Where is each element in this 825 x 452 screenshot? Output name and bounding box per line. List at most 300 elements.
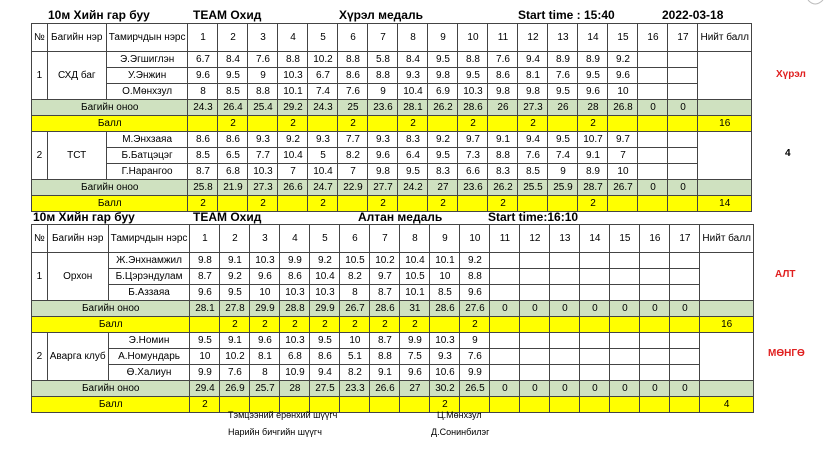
team-score-cell: 25	[338, 100, 368, 116]
col-round-header: 17	[670, 225, 700, 253]
score-cell: 8.7	[370, 285, 400, 301]
score-cell: 9.6	[578, 84, 608, 100]
score-cell: 6.8	[218, 164, 248, 180]
score-cell: 9.5	[310, 333, 340, 349]
points-cell	[490, 397, 520, 413]
team-number: 1	[32, 253, 48, 301]
team-score-cell: 26.2	[428, 100, 458, 116]
points-total: 4	[700, 397, 753, 413]
score-cell	[670, 285, 700, 301]
total-cell	[698, 52, 751, 100]
score-cell: 9.7	[458, 132, 488, 148]
score-cell: 7.4	[308, 84, 338, 100]
score-cell: 9.5	[578, 68, 608, 84]
points-cell: 2	[370, 317, 400, 333]
score-cell: 9.4	[518, 52, 548, 68]
team-score-cell: 23.3	[340, 381, 370, 397]
score-cell: 7	[278, 164, 308, 180]
score-cell: 6.8	[280, 349, 310, 365]
score-cell: 7.6	[548, 68, 578, 84]
points-cell	[430, 317, 460, 333]
points-cell	[308, 116, 338, 132]
score-cell	[580, 269, 610, 285]
athlete-name: Ө.Халиун	[108, 365, 190, 381]
score-cell: 10.1	[400, 285, 430, 301]
score-cell: 7.7	[248, 148, 278, 164]
team-score-cell: 27	[428, 180, 458, 196]
score-cell: 8.8	[248, 84, 278, 100]
points-label: Балл	[32, 196, 188, 212]
team-score-cell: 26.6	[370, 381, 400, 397]
team-score-cell: 0	[640, 381, 670, 397]
score-cell: 9	[368, 84, 398, 100]
athlete-name: Б.Батцэцэг	[106, 148, 188, 164]
team-score-cell: 0	[490, 381, 520, 397]
athlete-name: Г.Нарангоо	[106, 164, 188, 180]
score-cell: 9.3	[248, 132, 278, 148]
col-round-header: 15	[608, 24, 638, 52]
score-cell: 10.4	[400, 253, 430, 269]
points-cell	[670, 317, 700, 333]
score-cell: 10.4	[310, 269, 340, 285]
score-cell: 10	[608, 164, 638, 180]
score-cell: 8.7	[190, 269, 220, 285]
score-cell: 8.6	[338, 68, 368, 84]
team-score-cell: 29.4	[190, 381, 220, 397]
team-score-cell: 0	[520, 381, 550, 397]
score-cell: 7	[338, 164, 368, 180]
medal-label-silver: МӨНГӨ	[768, 348, 805, 359]
team-title-1: TEAM Охид	[193, 8, 262, 22]
score-cell: 10.1	[278, 84, 308, 100]
score-cell: 8.2	[340, 269, 370, 285]
score-cell: 10.3	[280, 285, 310, 301]
team-score-cell: 0	[668, 180, 698, 196]
points-cell: 2	[250, 317, 280, 333]
score-cell	[550, 349, 580, 365]
points-cell	[668, 196, 698, 212]
team-score-cell: 24.3	[308, 100, 338, 116]
score-cell: 9.3	[308, 132, 338, 148]
score-cell: 10.7	[578, 132, 608, 148]
score-cell	[580, 365, 610, 381]
score-cell: 9.3	[430, 349, 460, 365]
athlete-row	[32, 164, 752, 180]
score-cell: 9.8	[190, 253, 220, 269]
score-cell: 5	[308, 148, 338, 164]
athlete-row	[32, 148, 752, 164]
athlete-row	[32, 132, 752, 148]
team-score-total	[698, 180, 751, 196]
score-cell	[638, 68, 668, 84]
points-cell	[520, 317, 550, 333]
score-cell: 10	[430, 269, 460, 285]
col-round-header: 3	[250, 225, 280, 253]
col-round-header: 12	[520, 225, 550, 253]
team-score-cell: 26.5	[460, 381, 490, 397]
score-cell: 9.9	[400, 333, 430, 349]
athlete-row	[32, 333, 754, 349]
score-cell: 10.4	[398, 84, 428, 100]
athlete-row	[32, 84, 752, 100]
points-cell	[608, 196, 638, 212]
medal-title-2: Алтан медаль	[358, 210, 443, 224]
score-cell: 9.2	[220, 269, 250, 285]
score-cell: 9.1	[370, 365, 400, 381]
col-round-header: 9	[430, 225, 460, 253]
team-title-2: TEAM Охид	[193, 210, 262, 224]
athlete-row	[32, 269, 754, 285]
col-round-header: 14	[580, 225, 610, 253]
col-round-header: 6	[340, 225, 370, 253]
score-cell: 10.3	[250, 253, 280, 269]
points-cell: 2	[190, 397, 220, 413]
team-score-cell: 28.6	[430, 301, 460, 317]
points-cell	[610, 317, 640, 333]
score-cell: 9.6	[460, 285, 490, 301]
score-cell: 6.7	[188, 52, 218, 68]
athlete-row	[32, 52, 752, 68]
col-round-header: 15	[610, 225, 640, 253]
score-cell: 8	[250, 365, 280, 381]
points-label: Балл	[32, 116, 188, 132]
score-cell: 8.6	[488, 68, 518, 84]
points-total: 14	[698, 196, 751, 212]
score-cell	[490, 333, 520, 349]
col-round-header: 9	[428, 24, 458, 52]
team-score-row	[32, 100, 752, 116]
team-score-cell: 26.9	[220, 381, 250, 397]
col-round-header: 8	[400, 225, 430, 253]
event-title-1: 10м Хийн гар буу	[48, 8, 150, 22]
score-cell	[610, 333, 640, 349]
col-round-header: 10	[460, 225, 490, 253]
rank-label-4: 4	[785, 148, 791, 159]
team-score-cell: 24.2	[398, 180, 428, 196]
score-cell: 8	[340, 285, 370, 301]
team-score-cell: 27.7	[368, 180, 398, 196]
athlete-name: О.Мөнхзул	[106, 84, 188, 100]
score-cell: 9.3	[368, 132, 398, 148]
col-round-header: 5	[310, 225, 340, 253]
score-cell	[668, 164, 698, 180]
score-cell	[580, 333, 610, 349]
score-cell: 9.5	[428, 52, 458, 68]
athlete-name: Ж.Энхнамжил	[108, 253, 190, 269]
col-round-header: 5	[308, 24, 338, 52]
score-cell: 8.6	[280, 269, 310, 285]
total-cell	[700, 253, 753, 301]
score-cell: 9.5	[220, 285, 250, 301]
team-score-total	[700, 381, 753, 397]
col-round-header: 8	[398, 24, 428, 52]
score-cell	[550, 365, 580, 381]
score-cell	[668, 68, 698, 84]
team-score-label: Багийн оноо	[32, 381, 190, 397]
team-score-row	[32, 180, 752, 196]
points-cell	[580, 397, 610, 413]
col-round-header: 16	[638, 24, 668, 52]
col-round-header: 7	[368, 24, 398, 52]
team-score-cell: 0	[670, 301, 700, 317]
score-cell: 9.1	[578, 148, 608, 164]
team-score-cell: 28	[280, 381, 310, 397]
score-cell: 8.8	[488, 148, 518, 164]
start-time-2: Start time:16:10	[488, 210, 579, 224]
team-score-cell: 22.9	[338, 180, 368, 196]
athlete-row	[32, 253, 754, 269]
athlete-row	[32, 68, 752, 84]
team-score-cell: 0	[638, 100, 668, 116]
header-row	[32, 225, 754, 253]
athlete-name: М.Энхзаяа	[106, 132, 188, 148]
points-cell	[458, 196, 488, 212]
score-cell: 8.9	[578, 52, 608, 68]
points-cell	[668, 116, 698, 132]
score-cell	[490, 269, 520, 285]
score-cell: 6.6	[458, 164, 488, 180]
points-cell: 2	[400, 317, 430, 333]
team-score-cell: 0	[640, 301, 670, 317]
team-score-cell: 28.6	[458, 100, 488, 116]
score-cell: 8.5	[518, 164, 548, 180]
medal-title-1: Хүрэл медаль	[339, 8, 423, 22]
team-score-cell: 0	[668, 100, 698, 116]
team-score-cell: 25.7	[250, 381, 280, 397]
points-cell: 2	[308, 196, 338, 212]
col-round-header: 17	[668, 24, 698, 52]
team-score-cell: 23.6	[458, 180, 488, 196]
athlete-row	[32, 285, 754, 301]
col-round-header: 2	[220, 225, 250, 253]
col-round-header: 11	[490, 225, 520, 253]
score-cell: 8.1	[518, 68, 548, 84]
team-name: ТСТ	[47, 132, 106, 180]
score-cell	[670, 365, 700, 381]
points-cell: 2	[188, 196, 218, 212]
score-cell: 9.7	[608, 132, 638, 148]
score-cell: 7.4	[548, 148, 578, 164]
team-score-cell: 26	[548, 100, 578, 116]
col-total-header: Нийт балл	[698, 24, 751, 52]
team-score-cell: 26.7	[340, 301, 370, 317]
score-cell	[490, 285, 520, 301]
col-team-header: Багийн нэр	[47, 24, 106, 52]
score-cell	[640, 365, 670, 381]
score-cell	[610, 253, 640, 269]
points-label: Балл	[32, 317, 190, 333]
points-cell	[370, 397, 400, 413]
total-cell	[700, 333, 753, 381]
team-score-cell: 29.2	[278, 100, 308, 116]
score-cell	[610, 269, 640, 285]
points-cell: 2	[428, 196, 458, 212]
points-cell	[340, 397, 370, 413]
points-row	[32, 397, 754, 413]
team-score-cell: 26.4	[218, 100, 248, 116]
score-cell: 7.7	[338, 132, 368, 148]
score-cell: 8.8	[370, 349, 400, 365]
score-cell	[638, 52, 668, 68]
points-cell	[608, 116, 638, 132]
score-cell: 9.2	[460, 253, 490, 269]
score-cell: 6.4	[398, 148, 428, 164]
points-cell: 2	[578, 116, 608, 132]
team-score-cell: 31	[400, 301, 430, 317]
score-cell: 8.8	[278, 52, 308, 68]
team-score-cell: 30.2	[430, 381, 460, 397]
score-cell	[550, 285, 580, 301]
medal-label-bronze: Хүрэл	[776, 69, 806, 80]
score-cell: 10.2	[370, 253, 400, 269]
team-score-total	[700, 301, 753, 317]
points-cell	[190, 317, 220, 333]
score-cell	[668, 148, 698, 164]
col-round-header: 13	[550, 225, 580, 253]
team-score-cell: 25.4	[248, 100, 278, 116]
score-cell: 8.2	[340, 365, 370, 381]
col-no-header: №	[32, 24, 48, 52]
score-cell: 10.9	[280, 365, 310, 381]
score-cell: 5.8	[368, 52, 398, 68]
score-cell: 9.4	[310, 365, 340, 381]
score-cell: 9.5	[218, 68, 248, 84]
score-cell: 9.4	[518, 132, 548, 148]
score-cell: 8.7	[370, 333, 400, 349]
points-cell	[670, 397, 700, 413]
score-cell	[550, 333, 580, 349]
score-cell: 10.5	[340, 253, 370, 269]
team-score-cell: 25.8	[188, 180, 218, 196]
athlete-row	[32, 365, 754, 381]
score-cell: 9.6	[190, 285, 220, 301]
col-round-header: 13	[548, 24, 578, 52]
points-cell	[580, 317, 610, 333]
score-cell	[640, 349, 670, 365]
score-cell: 10.1	[430, 253, 460, 269]
team-score-row	[32, 381, 754, 397]
col-round-header: 11	[488, 24, 518, 52]
score-cell: 7.6	[248, 52, 278, 68]
score-cell	[638, 148, 668, 164]
score-cell: 6.5	[218, 148, 248, 164]
score-cell: 10.4	[308, 164, 338, 180]
score-cell: 9.7	[370, 269, 400, 285]
score-cell: 8.7	[188, 164, 218, 180]
team-score-cell: 26.7	[608, 180, 638, 196]
col-round-header: 16	[640, 225, 670, 253]
score-cell: 10.2	[308, 52, 338, 68]
col-round-header: 7	[370, 225, 400, 253]
points-cell	[248, 116, 278, 132]
logo-fragment	[806, 0, 825, 8]
score-cell	[610, 285, 640, 301]
score-cell: 9.5	[428, 148, 458, 164]
score-cell: 8.5	[430, 285, 460, 301]
score-cell: 7.5	[400, 349, 430, 365]
team-score-cell: 28.1	[190, 301, 220, 317]
medal-label-gold: АЛТ	[775, 269, 796, 280]
score-cell: 8.5	[218, 84, 248, 100]
team-score-cell: 23.6	[368, 100, 398, 116]
points-cell	[548, 116, 578, 132]
score-cell: 9.9	[190, 365, 220, 381]
team-score-cell: 27.6	[460, 301, 490, 317]
score-cell: 9.6	[250, 333, 280, 349]
score-cell	[670, 349, 700, 365]
points-cell: 2	[278, 116, 308, 132]
score-cell: 9.2	[608, 52, 638, 68]
score-cell: 9	[548, 164, 578, 180]
score-cell: 9.1	[220, 333, 250, 349]
score-cell	[670, 253, 700, 269]
team-name: СХД баг	[47, 52, 106, 100]
score-cell	[520, 269, 550, 285]
score-cell: 9.2	[278, 132, 308, 148]
col-athlete-header: Тамирчдын нэрс	[108, 225, 190, 253]
points-cell	[638, 116, 668, 132]
col-round-header: 6	[338, 24, 368, 52]
team-score-cell: 0	[610, 381, 640, 397]
athlete-name: А.Номундарь	[108, 349, 190, 365]
team-score-cell: 27.5	[310, 381, 340, 397]
col-no-header: №	[32, 225, 48, 253]
score-cell: 10.3	[310, 285, 340, 301]
points-row	[32, 116, 752, 132]
score-cell: 9.5	[548, 132, 578, 148]
team-score-cell: 27.3	[518, 100, 548, 116]
score-cell: 9.6	[608, 68, 638, 84]
footer-name-1: Ц.Мөнхзул	[437, 410, 482, 420]
points-cell	[550, 317, 580, 333]
score-cell: 8.5	[188, 148, 218, 164]
team-score-cell: 0	[550, 301, 580, 317]
score-cell: 9.6	[250, 269, 280, 285]
results-table-1	[31, 23, 752, 212]
score-cell	[550, 269, 580, 285]
team-score-cell: 28.6	[370, 301, 400, 317]
score-cell: 10.3	[248, 164, 278, 180]
score-cell: 7.6	[488, 52, 518, 68]
points-cell: 2	[340, 317, 370, 333]
score-cell: 9.2	[428, 132, 458, 148]
team-score-cell: 27	[400, 381, 430, 397]
score-cell	[638, 164, 668, 180]
score-cell: 8.1	[250, 349, 280, 365]
score-cell: 8.8	[458, 52, 488, 68]
score-cell	[638, 132, 668, 148]
points-cell	[428, 116, 458, 132]
score-cell: 9.9	[460, 365, 490, 381]
score-cell	[668, 132, 698, 148]
score-cell: 9	[248, 68, 278, 84]
score-cell	[580, 285, 610, 301]
score-cell: 8	[188, 84, 218, 100]
team-score-cell: 26.6	[278, 180, 308, 196]
team-score-cell: 28.7	[578, 180, 608, 196]
score-cell: 10.3	[278, 68, 308, 84]
team-score-cell: 25.5	[518, 180, 548, 196]
score-cell: 10.3	[430, 333, 460, 349]
team-number: 2	[32, 333, 48, 381]
score-cell: 9.8	[518, 84, 548, 100]
athlete-name: Б.Цэрэндулам	[108, 269, 190, 285]
col-round-header: 14	[578, 24, 608, 52]
date: 2022-03-18	[662, 8, 724, 22]
score-cell	[638, 84, 668, 100]
score-cell	[520, 253, 550, 269]
team-score-cell: 0	[550, 381, 580, 397]
